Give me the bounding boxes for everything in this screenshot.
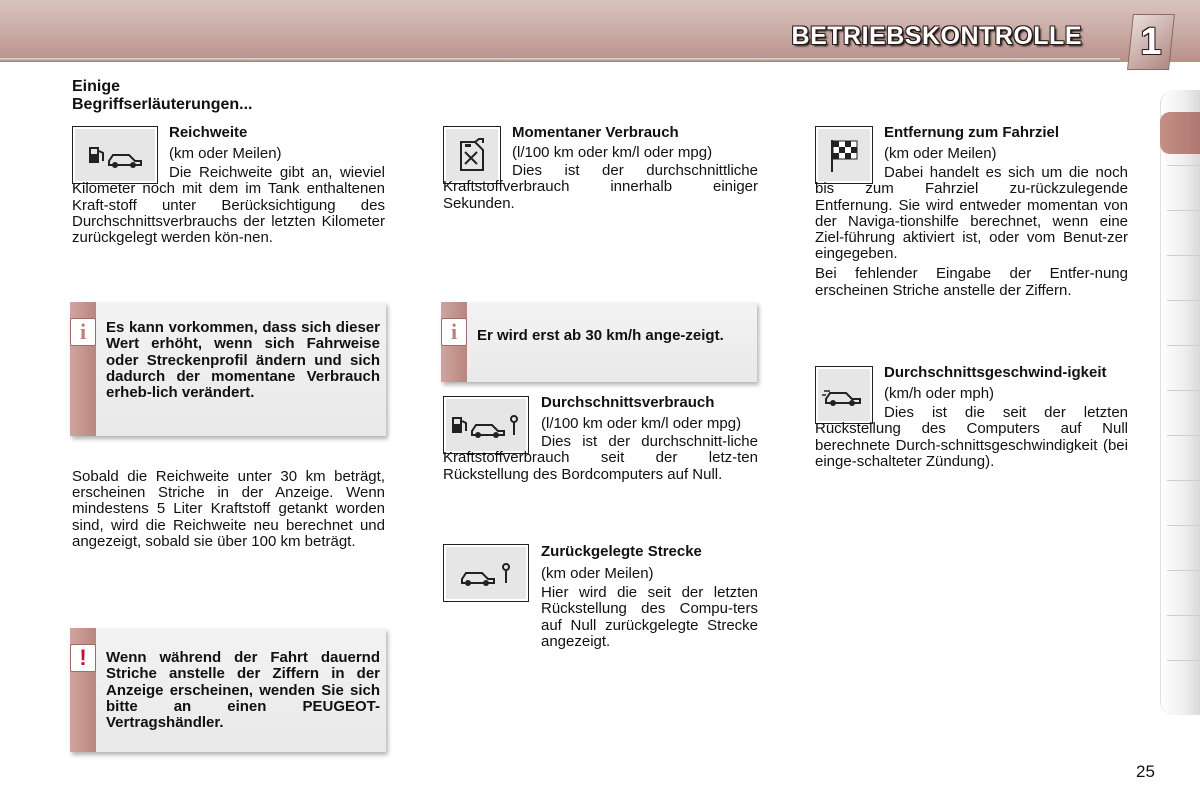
geschw-heading: Durchschnittsgeschwind-igkeit xyxy=(884,364,1107,381)
strecke-block xyxy=(443,543,758,650)
info-icon: i xyxy=(441,318,467,346)
geschw-text: Dies ist die seit der letzten Rückstellung des Computers auf Null berechnete Durch-schnittsgeschwindigkeit (bei einge-schalteter Zündung). xyxy=(815,404,1128,470)
sobald-text: Sobald die Reichweite unter 30 km beträgt, erscheinen Striche in der Anzeige. Wenn mindestens 5 Liter Kraftstoff getankt worden sind, wird die Reichweite neu berechnet und angezeigt, sobald sie über 100 km beträgt. xyxy=(72,468,385,550)
chapter-tab-strip xyxy=(1160,90,1200,715)
strecke-text: Hier wird die seit der letzten Rückstellung des Compu-ters auf Null zurückgelegte Strecke angezeigt. xyxy=(541,584,758,650)
geschw-block xyxy=(815,364,1128,470)
info-icon: i xyxy=(70,318,96,346)
info-note-2 xyxy=(441,302,757,382)
chapter-title: BETRIEBSKONTROLLE xyxy=(791,22,1082,50)
header-rule xyxy=(0,58,1120,62)
strecke-heading: Zurückgelegte Strecke xyxy=(541,543,702,560)
page-number: 25 xyxy=(1136,762,1155,781)
chapter-tab-active xyxy=(1160,112,1200,154)
reichweite-heading: Reichweite xyxy=(169,124,248,141)
reichweite-unit: (km oder Meilen) xyxy=(169,145,282,162)
chapter-number-badge xyxy=(1127,14,1175,70)
durchschnitt-text: Dies ist der durchschnitt-liche Kraftstoffverbrauch seit der letz-ten Rückstellung des Bordcomputers auf Null. xyxy=(443,433,758,483)
strecke-unit: (km oder Meilen) xyxy=(541,565,654,582)
momentan-unit: (l/100 km oder km/l oder mpg) xyxy=(512,144,713,161)
momentan-heading: Momentaner Verbrauch xyxy=(512,124,679,141)
warning-note-text: Wenn während der Fahrt dauernd Striche anstelle der Ziffern in der Anzeige erscheinen, wenden Sie sich bitte an einen PEUGEOT-Vertragshändler. xyxy=(106,649,380,732)
entfernung-text-2: Bei fehlender Eingabe der Entfer-nung erscheinen Striche anstelle der Ziffern. xyxy=(815,265,1128,299)
geschw-unit: (km/h oder mph) xyxy=(884,385,995,402)
entfernung-unit: (km oder Meilen) xyxy=(884,145,997,162)
durchschnitt-block xyxy=(443,394,758,483)
reichweite-block xyxy=(72,124,385,246)
momentan-text: Dies ist der durchschnittliche Kraftstoffverbrauch innerhalb einiger Sekunden. xyxy=(443,162,758,212)
entfernung-block xyxy=(815,124,1128,299)
section-title-line2: Begriffserläuterungen... xyxy=(72,96,253,113)
momentan-block xyxy=(443,124,758,212)
chapter-number: 1 xyxy=(1140,21,1162,63)
entfernung-text: Dabei handelt es sich um die noch bis zum Fahrziel zu-rückzulegende Entfernung. Sie wird entweder momentan von der Naviga-tionshilfe berechnet, wenn eine Ziel-führung aktiviert ist, oder vom Benut-zer eingegeben. xyxy=(815,164,1128,263)
reichweite-text: Die Reichweite gibt an, wieviel Kilometer noch mit dem im Tank enthaltenen Kraft-stoff unter Berücksichtigung des Durchschnittsverbrauchs der letzten Kilometer zurückgelegt werden kön-nen. xyxy=(72,164,385,247)
section-title-line1: Einige xyxy=(72,78,121,95)
durchschnitt-heading: Durchschnittsverbrauch xyxy=(541,394,715,411)
entfernung-heading: Entfernung zum Fahrziel xyxy=(884,124,1060,141)
info-note-1 xyxy=(70,302,386,436)
section-title xyxy=(72,78,252,114)
warning-note xyxy=(70,628,386,752)
warning-icon: ! xyxy=(70,644,96,672)
info-note-1-text: Es kann vorkommen, dass sich dieser Wert erhöht, wenn sich Fahrweise oder Streckenprofil ändern und sich dadurch der momentane Verbrauch erheb-lich verändert. xyxy=(106,319,380,402)
info-note-2-text: Er wird erst ab 30 km/h ange-zeigt. xyxy=(477,327,724,344)
durchschnitt-unit: (l/100 km oder km/l oder mpg) xyxy=(541,415,742,432)
